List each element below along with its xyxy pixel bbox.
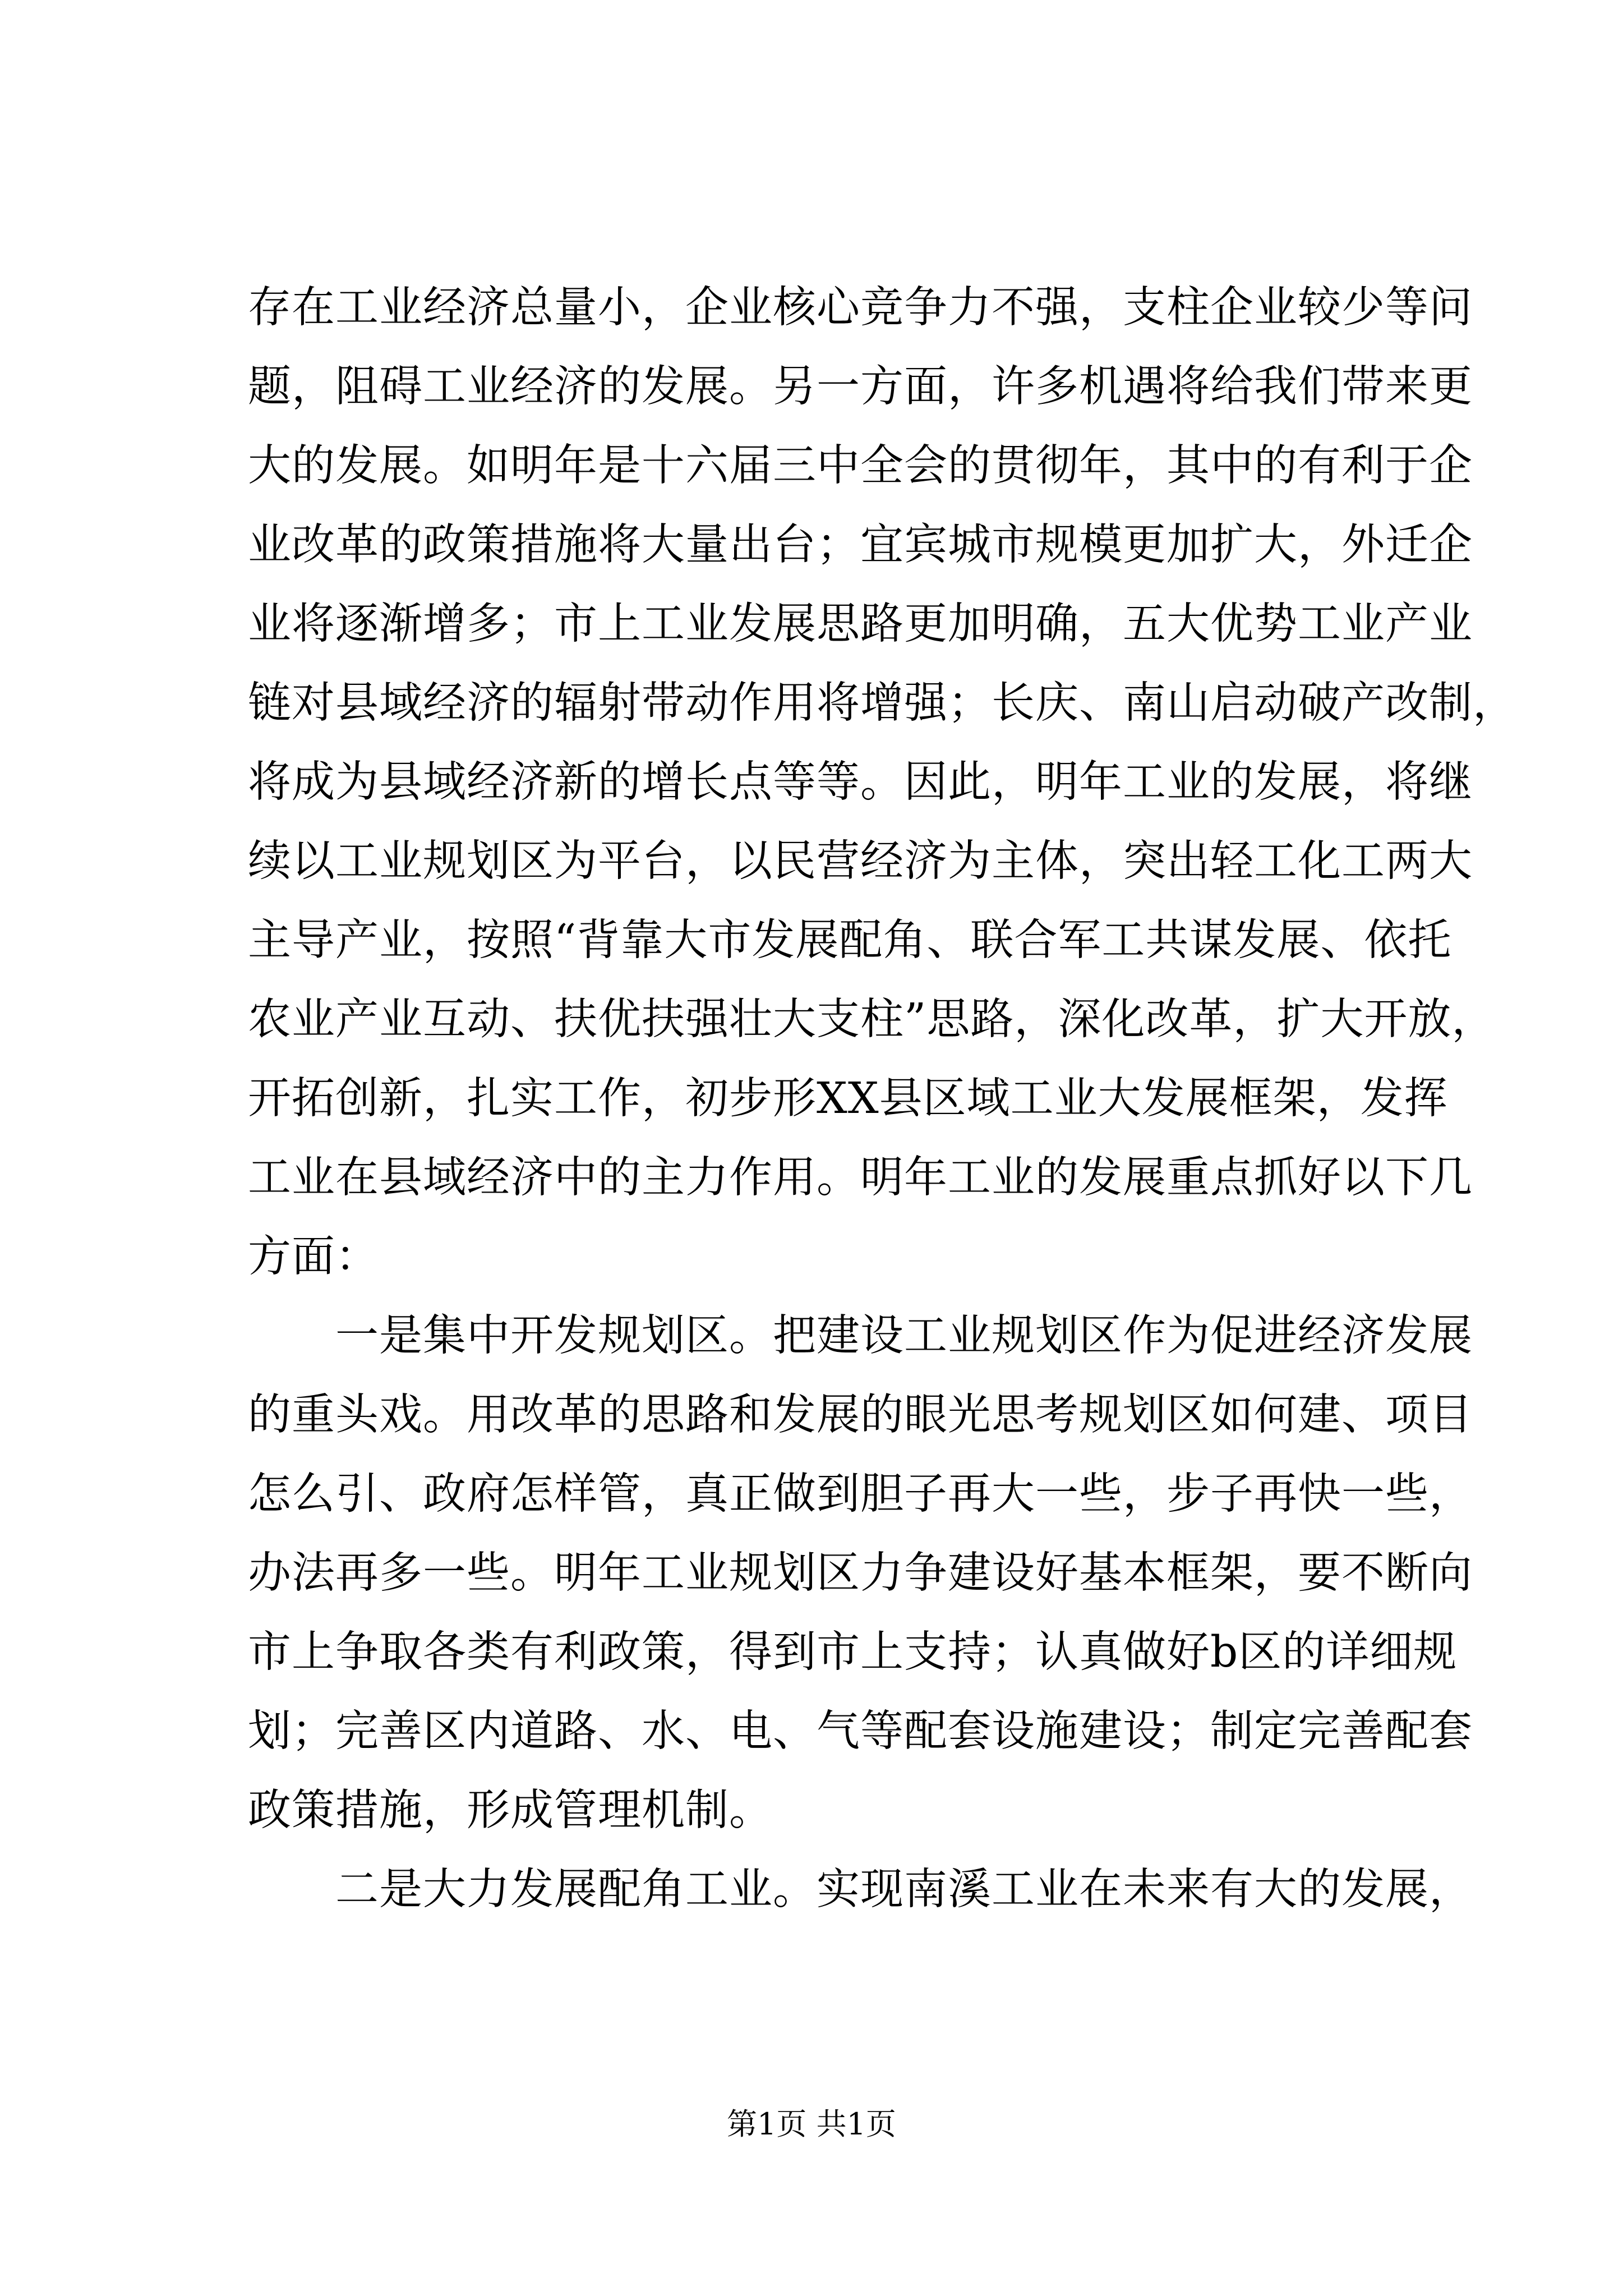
text-line: 续以工业规划区为平台，以民营经济为主体，突出轻工化工两大 bbox=[248, 836, 1473, 886]
text-line: 二是大力发展配角工业。实现南溪工业在未来有大的发展， bbox=[248, 1865, 1473, 1915]
text-line: 链对县域经济的辐射带动作用将增强；长庆、南山启动破产改制， bbox=[248, 678, 1516, 728]
text-line: 工业在县域经济中的主力作用。明年工业的发展重点抓好以下几 bbox=[248, 1153, 1473, 1203]
text-line: 方面： bbox=[248, 1232, 379, 1282]
body-text bbox=[248, 268, 1516, 1929]
text-line: 的重头戏。用改革的思路和发展的眼光思考规划区如何建、项目 bbox=[248, 1390, 1473, 1440]
text-line: 业将逐渐增多；市上工业发展思路更加明确，五大优势工业产业 bbox=[248, 599, 1473, 649]
text-line: 开拓创新，扎实工作，初步形XX县区域工业大发展框架，发挥 bbox=[248, 1074, 1448, 1124]
text-line: 一是集中开发规划区。把建设工业规划区作为促进经济发展 bbox=[248, 1311, 1473, 1361]
text-line: 大的发展。如明年是十六届三中全会的贯彻年，其中的有利于企 bbox=[248, 441, 1473, 491]
text-line: 划；完善区内道路、水、电、气等配套设施建设；制定完善配套 bbox=[248, 1706, 1473, 1756]
page-footer: 第1页 共1页 bbox=[727, 2106, 896, 2142]
text-line: 题，阻碍工业经济的发展。另一方面，许多机遇将给我们带来更 bbox=[248, 362, 1473, 412]
text-line: 主导产业，按照“背靠大市发展配角、联合军工共谋发展、依托 bbox=[248, 915, 1452, 965]
text-line: 业改革的政策措施将大量出台；宜宾城市规模更加扩大，外迁企 bbox=[248, 520, 1473, 570]
text-line: 政策措施，形成管理机制。 bbox=[248, 1786, 773, 1835]
text-line: 农业产业互动、扶优扶强壮大支柱”思路，深化改革，扩大开放， bbox=[248, 995, 1496, 1045]
text-line: 市上争取各类有利政策，得到市上支持；认真做好b区的详细规 bbox=[248, 1627, 1458, 1677]
text-line: 怎么引、政府怎样管，真正做到胆子再大一些，步子再快一些， bbox=[248, 1469, 1473, 1519]
text-line: 存在工业经济总量小，企业核心竞争力不强，支柱企业较少等问 bbox=[248, 283, 1473, 333]
text-line: 将成为县域经济新的增长点等等。因此，明年工业的发展，将继 bbox=[248, 757, 1473, 807]
text-line: 办法再多一些。明年工业规划区力争建设好基本框架，要不断向 bbox=[248, 1548, 1473, 1598]
